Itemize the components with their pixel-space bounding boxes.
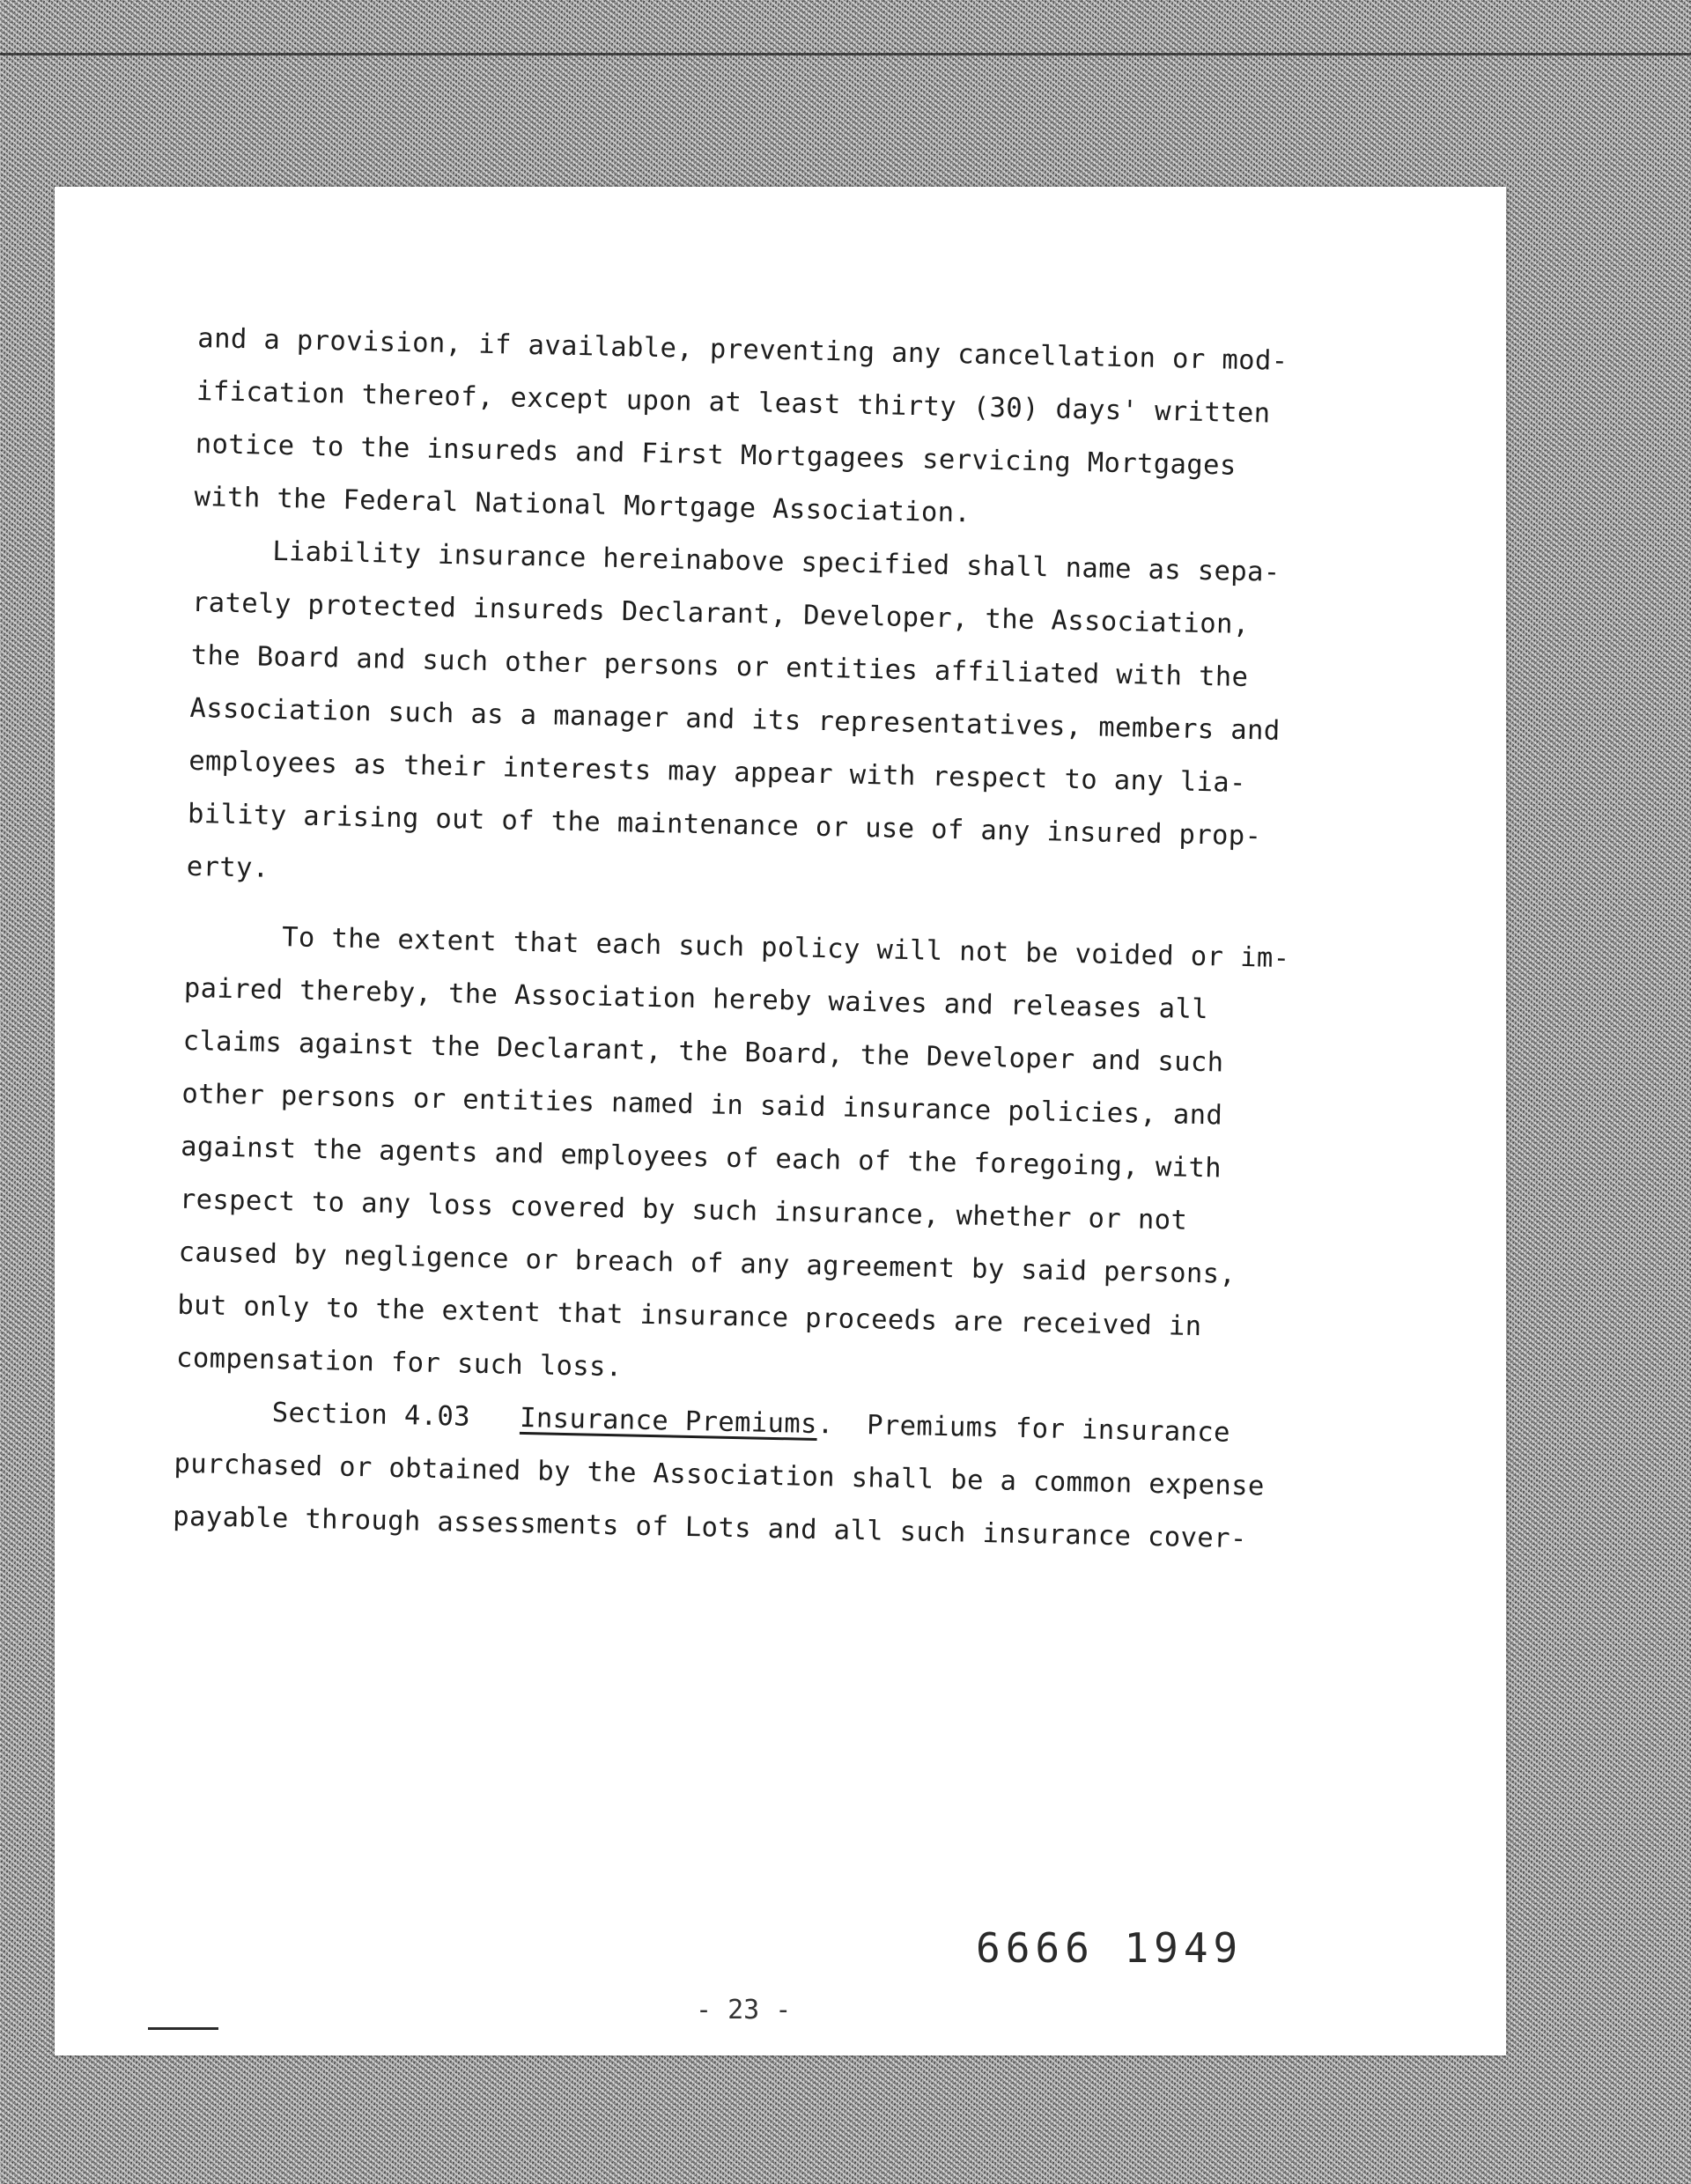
text-line: employees as their interests may appear with respect to any lia-	[188, 745, 1247, 800]
scan-border-rule	[0, 53, 1691, 55]
text-line: paired thereby, the Association hereby waives and releases all	[183, 972, 1209, 1026]
text-line: Liability insurance hereinabove specified shall name as sepa-	[271, 535, 1281, 588]
text-line: claims against the Declarant, the Board, the Developer and such	[182, 1025, 1224, 1079]
text-line: purchased or obtained by the Association shall be a common expense	[174, 1448, 1266, 1502]
text-line: with the Federal National Mortgage Association.	[194, 481, 971, 529]
text-line: rately protected insureds Declarant, Developer, the Association,	[191, 587, 1251, 641]
text-line: To the extent that each such policy will not be voided or im-	[281, 922, 1290, 975]
text-line: erty.	[186, 851, 270, 884]
text-line: payable through assessments of Lots and all such insurance cover-	[172, 1501, 1248, 1555]
section-first-line: . Premiums for insurance	[816, 1409, 1231, 1449]
text-line: notice to the insureds and First Mortgagees servicing Mortgages	[195, 428, 1237, 482]
recording-stamp: 6666 1949	[976, 1924, 1244, 1972]
text-line: caused by negligence or breach of any agreement by said persons,	[178, 1236, 1237, 1290]
text-line: other persons or entities named in said insurance policies, and	[181, 1078, 1223, 1132]
page-number: - 23 -	[696, 1995, 792, 2025]
text-line: and a provision, if available, preventing any cancellation or mod-	[197, 322, 1289, 377]
text-line: respect to any loss covered by such insurance, whether or not	[179, 1184, 1188, 1236]
text-line: compensation for such loss.	[175, 1342, 623, 1383]
text-line: against the agents and employees of each of the foregoing, with	[180, 1131, 1222, 1184]
section-number: Section 4.03	[271, 1398, 471, 1433]
margin-mark	[148, 2027, 218, 2030]
text-line: ification thereof, except upon at least thirty (30) days' written	[196, 375, 1271, 430]
section-title: Insurance Premiums	[519, 1402, 818, 1440]
text-line: the Board and such other persons or entities affiliated with the	[190, 639, 1249, 694]
text-line: bility arising out of the maintenance or use of any insured prop-	[187, 798, 1262, 852]
document-body	[173, 313, 1449, 1569]
text-line: but only to the extent that insurance proceeds are received in	[177, 1289, 1202, 1343]
text-line: Association such as a manager and its representatives, members and	[189, 692, 1281, 747]
